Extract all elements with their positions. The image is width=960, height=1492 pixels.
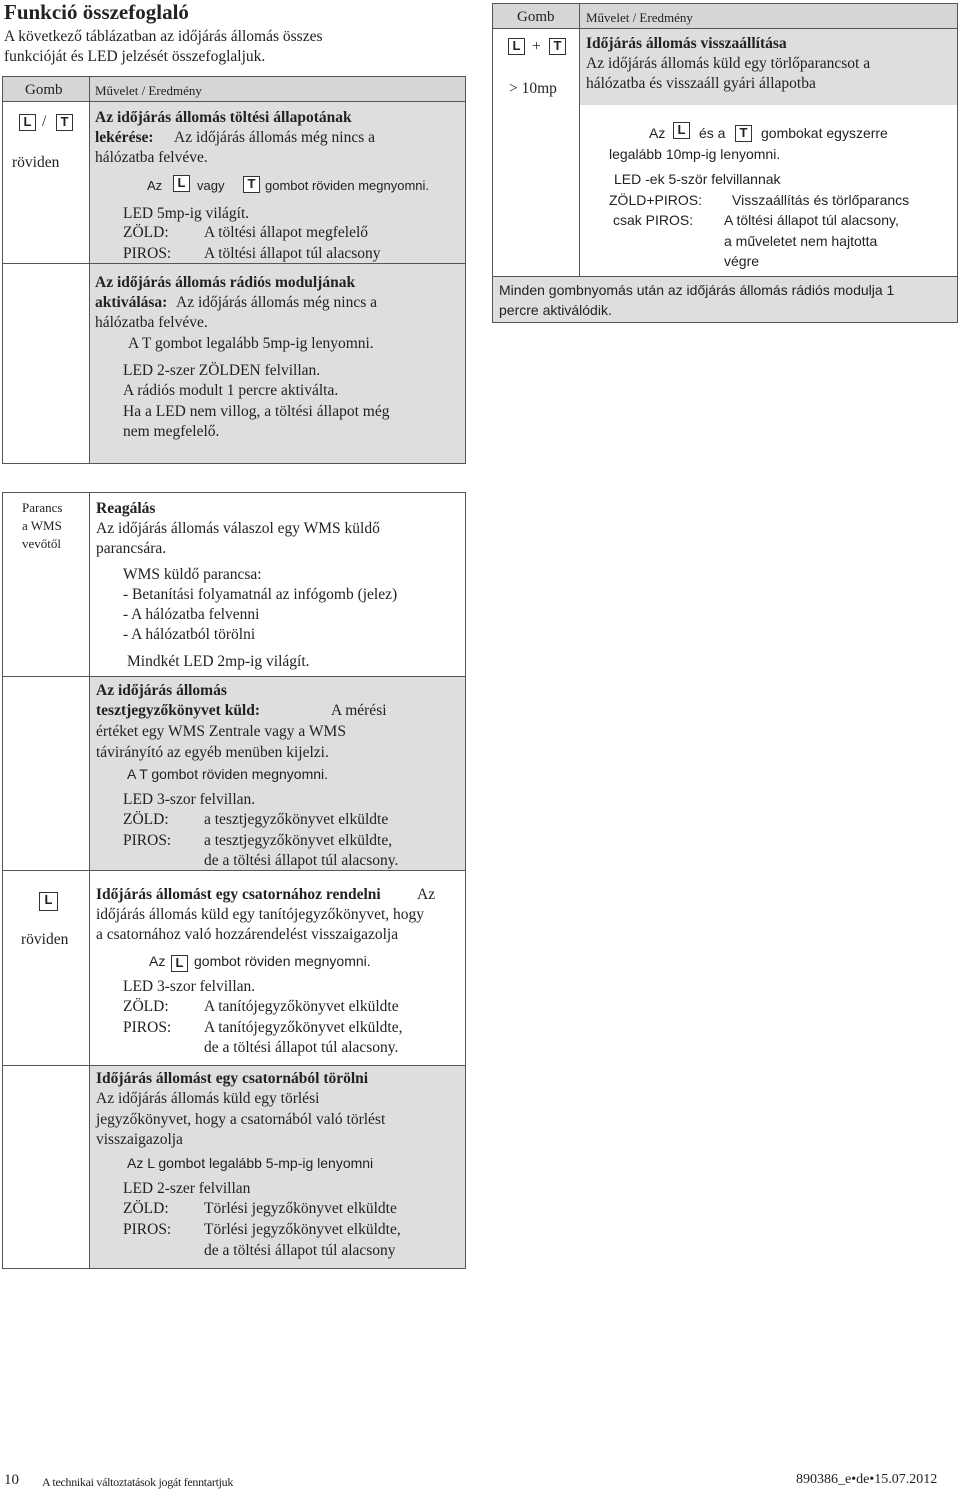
t2-footer-2: percre aktiválódik. xyxy=(499,302,612,318)
t-key-icon: T xyxy=(56,114,73,131)
r4-instr: Az L gombot legalább 5-mp-ig lenyomni xyxy=(127,1155,374,1171)
intro-line-2: funkcióját és LED jelzését összefoglaljuk. xyxy=(4,48,266,65)
r3-tail: Az xyxy=(417,886,436,903)
r3-title: Időjárás állomást egy csatornához rendelni xyxy=(96,886,381,903)
s1-green-text: A töltési állapot megfelelő xyxy=(204,224,368,241)
s2-title-2: aktiválása: xyxy=(95,294,168,311)
footer-note: A technikai változtatások jogát fenntartjuk xyxy=(42,1475,234,1489)
r2-cont: de a töltési állapot túl alacsony. xyxy=(204,852,399,869)
table-1-header xyxy=(3,77,465,102)
t2-desc-2: hálózatba és visszaáll gyári állapotba xyxy=(586,75,816,92)
page-number: 10 xyxy=(4,1472,19,1488)
r3-green-text: A tanítójegyzőkönyvet elküldte xyxy=(204,998,399,1015)
table-1-header-action: Művelet / Eredmény xyxy=(95,83,202,98)
table-1-button-bg-lower xyxy=(3,262,90,463)
cmd-line-1: Parancs xyxy=(22,500,63,515)
r1-item-2: - A hálózatba felvenni xyxy=(123,606,260,623)
r4-red-text: Törlési jegyzőkönyvet elküldte, xyxy=(204,1221,401,1238)
s2-led: LED 2-szer ZÖLDEN felvillan. xyxy=(123,362,321,379)
s1-led: LED 5mp-ig világít. xyxy=(123,205,250,222)
r4-green-label: ZÖLD: xyxy=(123,1200,169,1217)
l-key-icon: L xyxy=(673,122,690,139)
r3-red-label: PIROS: xyxy=(123,1019,172,1036)
r4-green-text: Törlési jegyzőkönyvet elküldte xyxy=(204,1200,397,1217)
slash-separator: / xyxy=(42,113,47,130)
r1-sub: WMS küldő parancsa: xyxy=(123,566,262,583)
r4-desc-2: jegyzőkönyvet, hogy a csatornából való törlést xyxy=(96,1111,386,1128)
r2-green-label: ZÖLD: xyxy=(123,811,169,828)
r2-desc-1: értéket egy WMS Zentrale vagy a WMS xyxy=(96,723,346,740)
s1-instr-mid: vagy xyxy=(197,178,225,193)
r3-cont: de a töltési állapot túl alacsony. xyxy=(204,1039,399,1056)
r1-item-1: - Betanítási folyamatnál az infógomb (jelez) xyxy=(123,586,398,603)
r2-title-1: Az időjárás állomás xyxy=(96,682,227,699)
t2-footer-1: Minden gombnyomás után az időjárás állomás rádiós modulja 1 xyxy=(499,282,895,298)
t2-title: Időjárás állomás visszaállítása xyxy=(586,35,787,52)
table-1 xyxy=(2,76,466,464)
r2-led: LED 3-szor felvillan. xyxy=(123,791,256,808)
t2-row1-text: Visszaállítás és törlőparancs xyxy=(732,192,910,208)
table-2-header xyxy=(493,4,957,29)
r3-press: röviden xyxy=(21,931,69,948)
r2-title-2: tesztjegyzőkönyvet küld: xyxy=(96,702,261,719)
table-2-header-action: Művelet / Eredmény xyxy=(586,10,693,25)
r2-red-text: a tesztjegyzőkönyvet elküldte, xyxy=(204,832,393,849)
s1-green-label: ZÖLD: xyxy=(123,224,169,241)
r1-led: Mindkét LED 2mp-ig világít. xyxy=(127,653,310,670)
t-key-icon: T xyxy=(549,38,566,55)
r1-desc-2: parancsára. xyxy=(96,540,167,557)
press-duration: röviden xyxy=(12,154,60,171)
r3-desc-1: időjárás állomás küld egy tanítójegyzőkönyvet, hogy xyxy=(96,906,425,923)
t2-cont-2: végre xyxy=(724,253,760,269)
t-key-icon: T xyxy=(243,176,260,193)
l-key-icon: L xyxy=(508,38,525,55)
t2-instr-post: gombokat egyszerre xyxy=(761,125,888,141)
doc-code: 890386_e•de•15.07.2012 xyxy=(796,1472,938,1487)
t2-led: LED -ek 5-ször felvillannak xyxy=(614,171,781,187)
s1-line3: hálózatba felvéve. xyxy=(95,149,208,166)
t2-row2-text: A töltési állapot túl alacsony, xyxy=(724,212,899,228)
r2-instr: A T gombot röviden megnyomni. xyxy=(127,766,329,782)
r3-led: LED 3-szor felvillan. xyxy=(123,978,256,995)
s2-instr: A T gombot legalább 5mp-ig lenyomni. xyxy=(128,335,374,352)
t2-instr-mid: és a xyxy=(699,125,726,141)
s1-instr-pre: Az xyxy=(147,178,163,193)
s2-title-1: Az időjárás állomás rádiós moduljának xyxy=(95,274,356,291)
r3-red-text: A tanítójegyzőkönyvet elküldte, xyxy=(204,1019,403,1036)
table-2 xyxy=(492,3,958,323)
s2-line-4: nem megfelelő. xyxy=(123,423,220,440)
s2-line-2: A rádiós modult 1 percre aktiválta. xyxy=(123,382,339,399)
s2-line-3: Ha a LED nem villog, a töltési állapot még xyxy=(123,403,390,420)
r4-red-label: PIROS: xyxy=(123,1221,172,1238)
r2-tail: A mérési xyxy=(331,702,387,719)
r2-desc-2: távirányító az egyéb menüben kijelzi. xyxy=(96,744,329,761)
t2-row2-label: csak PIROS: xyxy=(613,212,694,228)
s1-red-text: A töltési állapot túl alacsony xyxy=(204,245,381,262)
t-key-icon: T xyxy=(735,125,752,142)
s1-red-label: PIROS: xyxy=(123,245,172,262)
r3-desc-2: a csatornához való hozzárendelést visszaigazolja xyxy=(96,926,399,943)
plus-separator: + xyxy=(532,38,541,55)
l-key-icon: L xyxy=(173,175,190,192)
r1-title: Reagálás xyxy=(96,500,156,517)
r4-led: LED 2-szer felvillan xyxy=(123,1180,251,1197)
s1-title-2: lekérése: xyxy=(95,129,154,146)
t2-desc-1: Az időjárás állomás küld egy törlőparancsot a xyxy=(586,55,871,72)
table-1-header-button: Gomb xyxy=(25,82,63,98)
r3-instr-post: gombot röviden megnyomni. xyxy=(194,953,371,969)
page-title: Funkció összefoglaló xyxy=(4,0,189,24)
cmd-line-3: vevőtől xyxy=(22,536,61,551)
t2-row1-label: ZÖLD+PIROS: xyxy=(609,192,702,208)
r3-green-label: ZÖLD: xyxy=(123,998,169,1015)
s2-line3: hálózatba felvéve. xyxy=(95,314,208,331)
press-duration: > 10mp xyxy=(509,80,557,97)
t2-cont-1: a műveletet nem hajtotta xyxy=(724,233,878,249)
intro-line-1: A következő táblázatban az időjárás állomás összes xyxy=(4,28,323,45)
r4-cont: de a töltési állapot túl alacsony xyxy=(204,1242,396,1259)
r2-red-label: PIROS: xyxy=(123,832,172,849)
r3-instr-pre: Az xyxy=(149,953,166,969)
s2-title-tail: Az időjárás állomás még nincs a xyxy=(176,294,378,311)
r4-desc-3: visszaigazolja xyxy=(96,1131,183,1148)
r1-desc-1: Az időjárás állomás válaszol egy WMS küldő xyxy=(96,520,380,537)
cmd-line-2: a WMS xyxy=(22,518,62,533)
t2-instr-pre: Az xyxy=(649,125,666,141)
r1-item-3: - A hálózatból törölni xyxy=(123,626,256,643)
l-key-icon: L xyxy=(39,892,58,911)
l-key-icon: L xyxy=(171,955,188,972)
r2-green-text: a tesztjegyzőkönyvet elküldte xyxy=(204,811,389,828)
s1-title-tail: Az időjárás állomás még nincs a xyxy=(174,129,376,146)
l-key-icon: L xyxy=(19,114,36,131)
table-2-header-button: Gomb xyxy=(517,9,555,25)
s1-title-1: Az időjárás állomás töltési állapotának xyxy=(95,109,352,126)
s1-instr-post: gombot röviden megnyomni. xyxy=(265,178,430,193)
r4-title: Időjárás állomást egy csatornából törölni xyxy=(96,1070,369,1087)
table-3 xyxy=(2,492,466,1269)
t2-instr-2: legalább 10mp-ig lenyomni. xyxy=(609,146,781,162)
r4-desc-1: Az időjárás állomás küld egy törlési xyxy=(96,1090,320,1107)
